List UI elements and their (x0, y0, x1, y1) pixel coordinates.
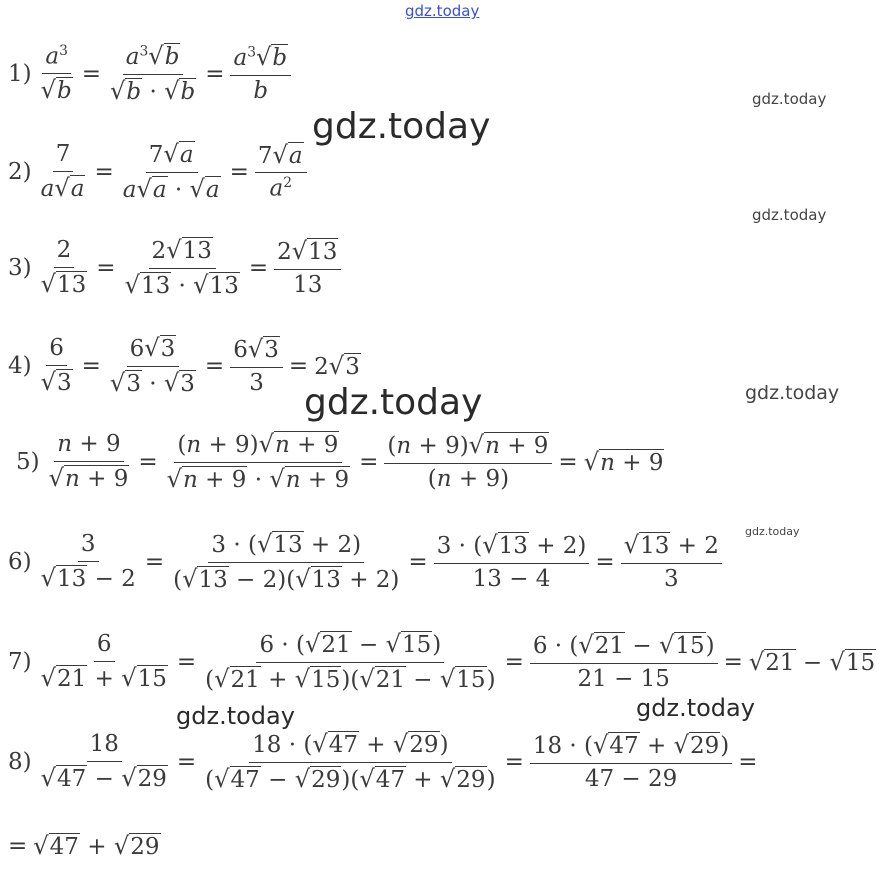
watermark-top[interactable]: gdz.today (405, 2, 480, 20)
problem-number: 8) (8, 749, 32, 776)
equation-3: 3) $\frac{2}{√13}$ = $\frac{2√13}{√13 \cdot √13}$ = $\frac{2√13}{13}$ (8, 236, 341, 300)
equation-7: 7) $\frac{6}{√21 + √15}$ = $\frac{6 \cdot (√21 - √15)}{(√21 + √15)(√21 - √15)}$ = $\frac{6 \cdot (√21 - √15)}{21 - 15}$ = √21 − √15 (8, 630, 876, 693)
equation-4: 4) $\frac{6}{√3}$ = $\frac{6√3}{√3 \cdot √3}$ = $\frac{6√3}{3}$ = 2√3 (8, 334, 360, 397)
watermark-big-2: gdz.today (304, 382, 483, 423)
watermark-small-1: gdz.today (752, 90, 827, 108)
problem-number: 2) (8, 159, 32, 186)
watermark-mid-1: gdz.today (176, 702, 295, 730)
problem-number: 1) (8, 61, 32, 88)
problem-number: 4) (8, 353, 32, 380)
watermark-mid-2: gdz.today (636, 694, 755, 722)
watermark-small-2: gdz.today (752, 206, 827, 224)
watermark-small-3: gdz.today (745, 382, 840, 404)
equation-6: 6) $\frac{3}{√13 - 2}$ = $\frac{3 \cdot (√13 + 2)}{(√13 - 2)(√13 + 2)}$ = $\frac{3 \cdot (√13 + 2)}{13 - 4}$ = $\frac{√13 + 2}{3}$ (8, 530, 722, 594)
watermark-big-1: gdz.today (312, 106, 491, 147)
watermark-tiny-1: gdz.today (745, 525, 800, 538)
equation-8-continuation: = √47 + √29 (8, 832, 160, 860)
problem-number: 3) (8, 255, 32, 282)
equation-1: 1) $\frac{a^3}{√b}$ = $\frac{a^3√b}{√b \cdot √b}$ = $\frac{a^3√b}{b}$ (8, 42, 291, 106)
equation-2: 2) $\frac{7}{a√a}$ = $\frac{7√a}{a√a \cdot √a}$ = $\frac{7√a}{a^2}$ (8, 140, 307, 204)
equation-8: 8) $\frac{18}{√47 - √29}$ = $\frac{18 \cdot (√47 + √29)}{(√47 - √29)(√47 + √29)}$ = $\frac{18 \cdot (√47 + √29)}{47 - 29}$ = (8, 730, 758, 793)
problem-number: 7) (8, 649, 32, 676)
problem-number: 6) (8, 549, 32, 576)
equation-5: 5) $\frac{n + 9}{√n + 9}$ = $\frac{(n + 9)√n + 9}{√n + 9 \cdot √n + 9}$ = $\frac{(n + 9)√n + 9}{(n + 9)}$ = √n + 9 (16, 430, 664, 493)
problem-number: 5) (16, 449, 40, 476)
